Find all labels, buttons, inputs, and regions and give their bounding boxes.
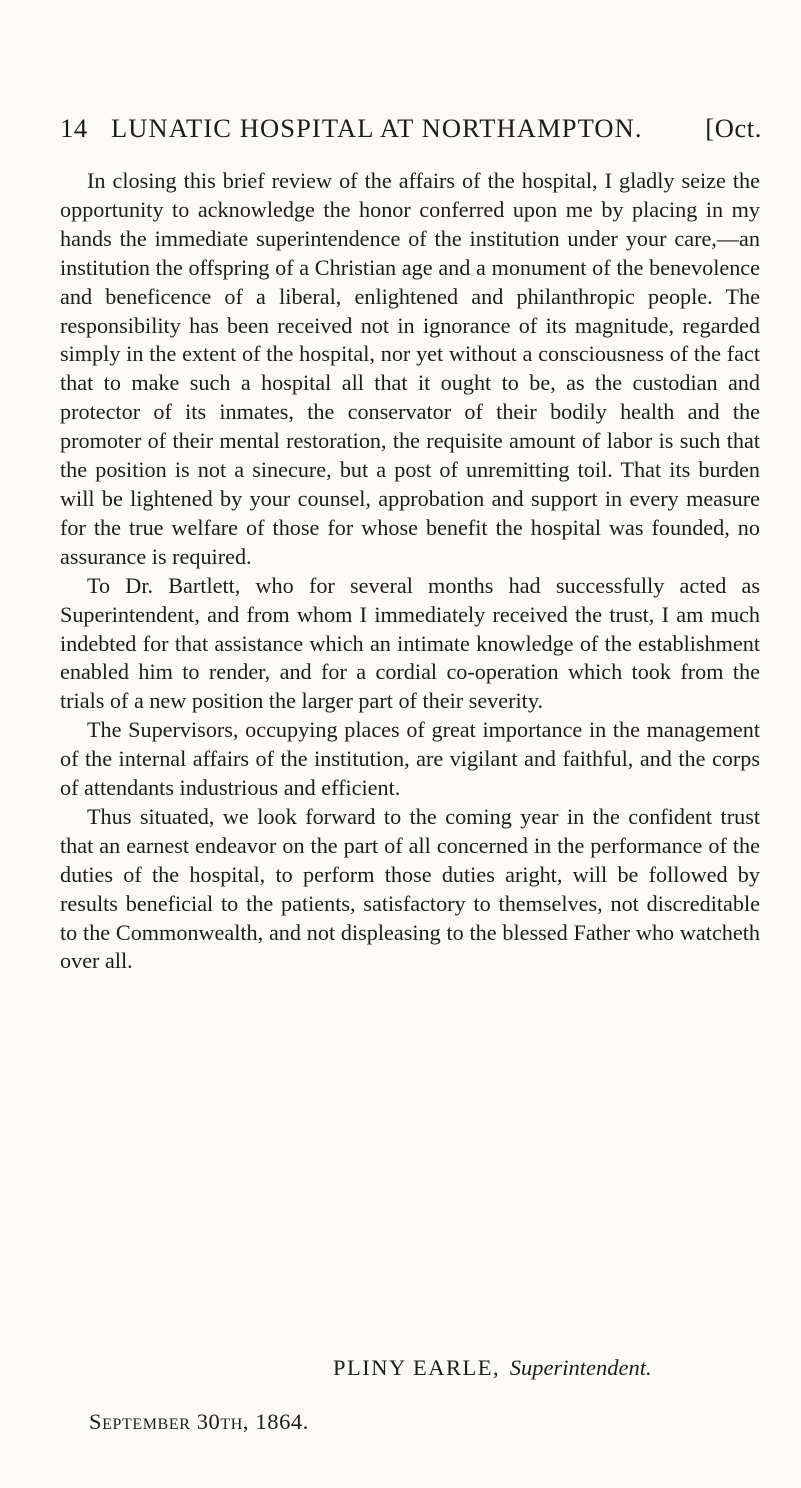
signature-name: PLINY EARLE, — [333, 1355, 501, 1380]
report-body — [60, 167, 760, 976]
paragraph-dr-bartlett: To Dr. Bartlett, who for several months had successfully acted as Superintendent, and from whom I immediately received the trust, I am much indebted for that assistance which an intimate knowledge of the establishment enabled him to render, and for a cordial co-operation which took from the trials of a new position the larger part of their severity. — [60, 572, 760, 714]
running-head — [60, 108, 762, 148]
paragraph-supervisors: The Supervisors, occupying places of great importance in the management of the internal affairs of the institution, are vigilant and faithful, and the corps of attendants industrious and efficient. — [60, 717, 760, 801]
signature — [333, 1353, 652, 1383]
paragraph-coming-year: Thus situated, we look forward to the coming year in the confident trust that an earnest endeavor on the part of all concerned in the performance of the duties of the hospital, to perform those duties aright, will be followed by results beneficial to the patients, satisfactory to themselves, not discreditable to the Commonwealth, and not displeasing to the blessed Father who watcheth over all. — [60, 803, 760, 974]
page-number: 14 — [60, 113, 88, 143]
running-head-title: LUNATIC HOSPITAL AT NORTHAMPTON. — [111, 113, 643, 143]
dateline: September 30th, 1864. — [89, 1409, 310, 1434]
signature-title: Superintendent. — [509, 1355, 652, 1380]
paragraph-closing-review: In closing this brief review of the affairs of the hospital, I gladly seize the opportunity to acknowledge the honor conferred upon me by placing in my hands the immediate superintendence of the institution under your care,—an institution the offspring of a Christian age and a monument of the benevolence and beneficence of a liberal, enlightened and philanthropic people. The responsibility has been received not in ignorance of its magnitude, regarded simply in the extent of the hospital, nor yet without a consciousness of the fact that to make such a hospital all that it ought to be, as the custodian and protector of its inmates, the conservator of their bodily health and the promoter of their mental restoration, the requisite amount of labor is such that the position is not a sinecure, but a post of unremitting toil. That its burden will be lightened by your counsel, approbation and support in every measure for the true welfare of those for whose benefit the hospital was founded, no assurance is required. — [60, 168, 760, 569]
running-head-month: [Oct. — [705, 113, 762, 143]
